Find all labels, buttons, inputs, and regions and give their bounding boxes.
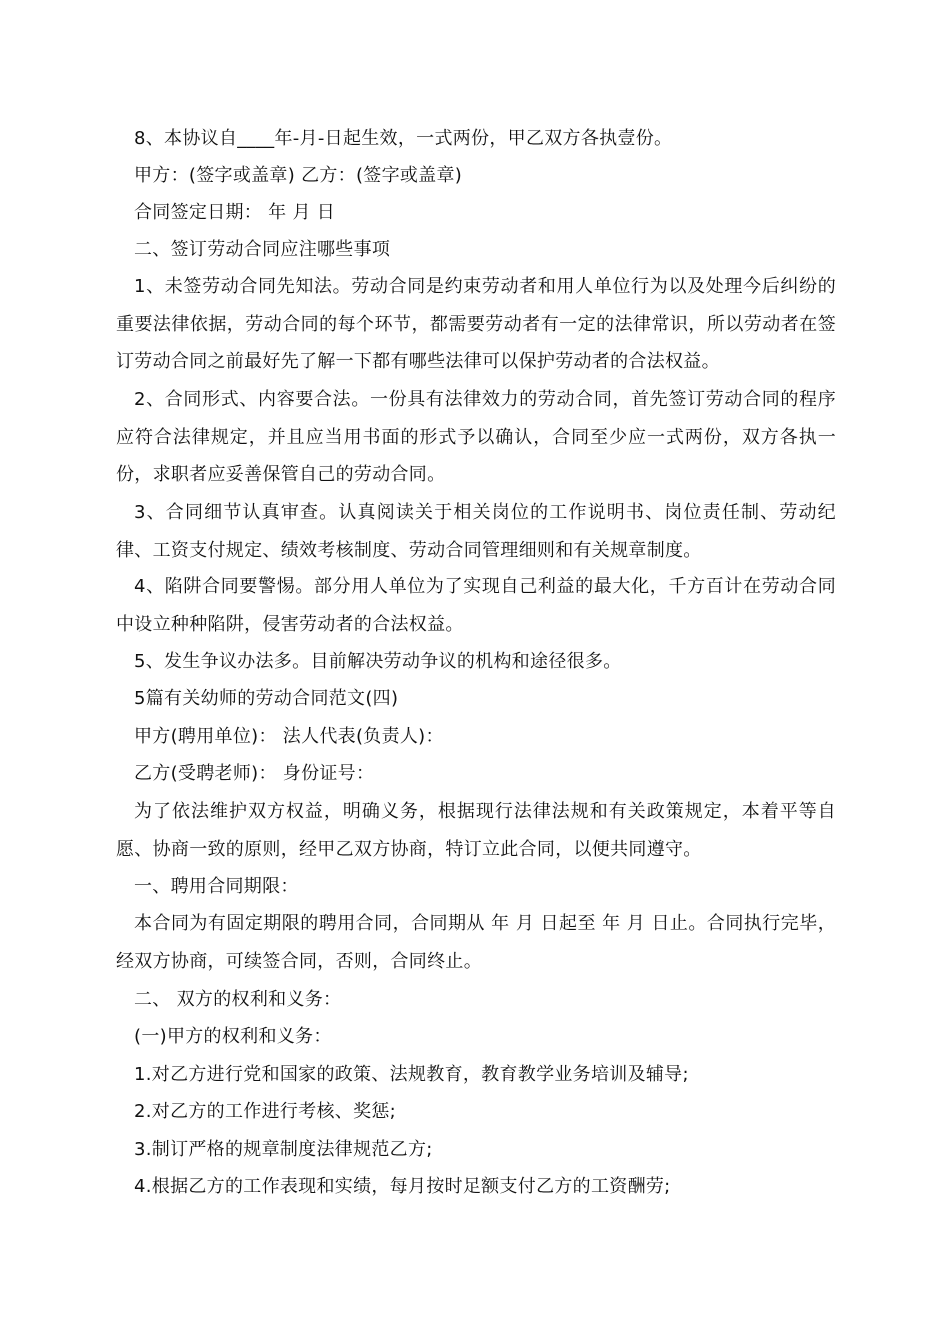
note-paragraph-4: 4、陷阱合同要警惕。部分用人单位为了实现自己利益的最大化，千方百计在劳动合同中设立种种陷阱，侵害劳动者的合法权益。: [116, 576, 836, 635]
sign-date-line: 合同签定日期： 年 月 日: [134, 202, 336, 223]
party-a-duty-2: 2.对乙方的工作进行考核、奖惩;: [134, 1101, 397, 1122]
party-a-duty-3: 3.制订严格的规章制度法律规范乙方;: [134, 1139, 433, 1160]
note-paragraph-2: 2、合同形式、内容要合法。一份具有法律效力的劳动合同，首先签订劳动合同的程序应符合法律规定，并且应当用书面的形式予以确认，合同至少应一式两份，双方各执一份，求职者应妥善保管自己的劳动合同。: [116, 389, 836, 485]
clause-8-effective: 8、本协议自____年-月-日起生效，一式两份，甲乙双方各执壹份。: [134, 128, 673, 149]
section-heading-rights: 二、 双方的权利和义务：: [134, 989, 342, 1010]
note-paragraph-1: 1、未签劳动合同先知法。劳动合同是约束劳动者和用人单位行为以及处理今后纠纷的重要法律依据，劳动合同的每个环节，都需要劳动者有一定的法律常识，所以劳动者在签订劳动合同之前最好先了解一下都有哪些法律可以保护劳动者的合法权益。: [116, 276, 836, 372]
term-paragraph: 本合同为有固定期限的聘用合同，合同期从 年 月 日起至 年 月 日止。合同执行完毕，经双方协商，可续签合同，否则，合同终止。: [116, 913, 836, 972]
subsection-heading-party-a: (一)甲方的权利和义务：: [134, 1026, 332, 1047]
party-a-line: 甲方(聘用单位)： 法人代表(负责人)：: [134, 726, 444, 747]
party-a-duty-4: 4.根据乙方的工作表现和实绩，每月按时足额支付乙方的工资酬劳;: [134, 1176, 671, 1197]
party-b-line: 乙方(受聘老师)： 身份证号：: [134, 763, 375, 784]
section-heading-notes: 二、签订劳动合同应注哪些事项: [134, 239, 391, 260]
signature-line: 甲方：(签字或盖章) 乙方：(签字或盖章): [134, 165, 463, 186]
section-heading-term: 一、聘用合同期限：: [134, 876, 299, 897]
party-a-duty-1: 1.对乙方进行党和国家的政策、法规教育，教育教学业务培训及辅导;: [134, 1064, 689, 1085]
note-paragraph-3: 3、合同细节认真审查。认真阅读关于相关岗位的工作说明书、岗位责任制、劳动纪律、工资支付规定、绩效考核制度、劳动合同管理细则和有关规章制度。: [116, 502, 836, 561]
note-paragraph-5: 5、发生争议办法多。目前解决劳动争议的机构和途径很多。: [134, 651, 622, 672]
contract-title: 5篇有关幼师的劳动合同范文(四): [134, 688, 399, 709]
preamble-paragraph: 为了依法维护双方权益，明确义务，根据现行法律法规和有关政策规定，本着平等自愿、协商一致的原则，经甲乙双方协商，特订立此合同，以便共同遵守。: [116, 801, 836, 860]
